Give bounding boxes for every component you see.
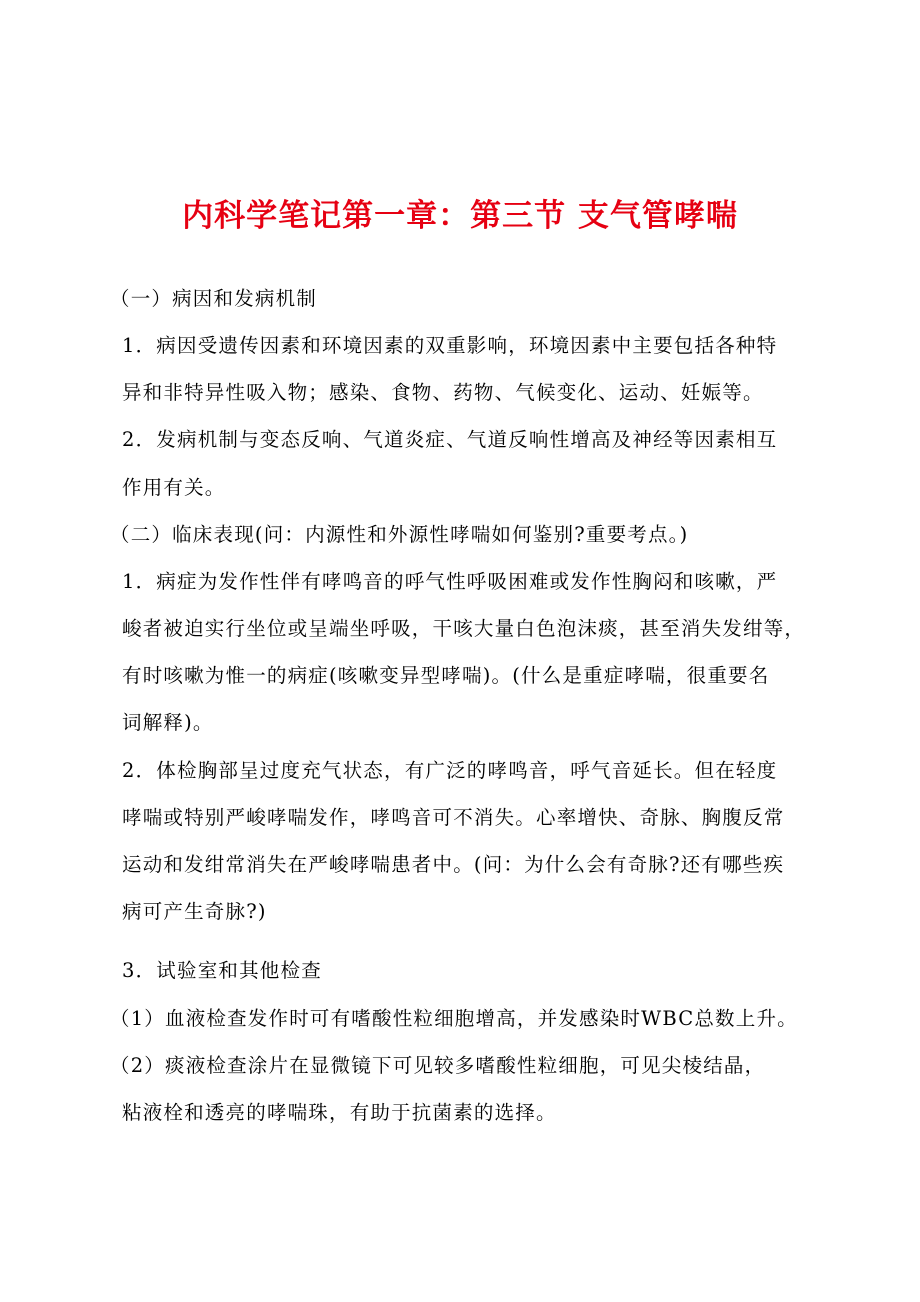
paragraph-line: 2．发病机制与变态反响、气道炎症、气道反响性增高及神经等因素相互 [122, 428, 778, 451]
document-title: 内科学笔记第一章：第三节 支气管哮喘 [182, 198, 738, 234]
paragraph-line: （2）痰液检查涂片在显微镜下可见较多嗜酸性粒细胞，可见尖棱结晶， [110, 1054, 766, 1077]
paragraph-line: 2．体检胸部呈过度充气状态，有广泛的哮鸣音，呼气音延长。但在轻度 [122, 759, 778, 782]
paragraph-line: 峻者被迫实行坐位或呈端坐呼吸，干咳大量白色泡沫痰，甚至消失发绀等， [122, 617, 806, 640]
paragraph-line: 词解释)。 [122, 711, 214, 734]
paragraph-line: 1．病因受遗传因素和环境因素的双重影响，环境因素中主要包括各种特 [122, 334, 778, 357]
paragraph-line: 病可产生奇脉?) [122, 900, 267, 923]
paragraph-line: 有时咳嗽为惟一的病症(咳嗽变异型哮喘)。(什么是重症哮喘，很重要名 [122, 664, 770, 687]
section-heading-clinical: （二）临床表现(问：内源性和外源性哮喘如何鉴别?重要考点。) [110, 523, 689, 546]
section-heading-causes: （一）病因和发病机制 [110, 287, 318, 310]
subsection-heading-lab: 3．试验室和其他检查 [122, 959, 322, 982]
paragraph-line: 异和非特异性吸入物；感染、食物、药物、气候变化、运动、妊娠等。 [122, 381, 764, 404]
paragraph-line: 哮喘或特别严峻哮喘发作，哮鸣音可不消失。心率增快、奇脉、胸腹反常 [122, 806, 785, 829]
paragraph-line: 运动和发绀常消失在严峻哮喘患者中。(问：为什么会有奇脉?还有哪些疾 [122, 853, 785, 876]
paragraph-line: 1．病症为发作性伴有哮鸣音的呼气性呼吸困难或发作性胸闷和咳嗽，严 [122, 570, 778, 593]
paragraph-line: 作用有关。 [122, 476, 226, 499]
paragraph-line: 粘液栓和透亮的哮喘珠，有助于抗菌素的选择。 [122, 1101, 557, 1124]
paragraph-line: （1）血液检查发作时可有嗜酸性粒细胞增高，并发感染时WBC总数上升。 [110, 1007, 798, 1030]
